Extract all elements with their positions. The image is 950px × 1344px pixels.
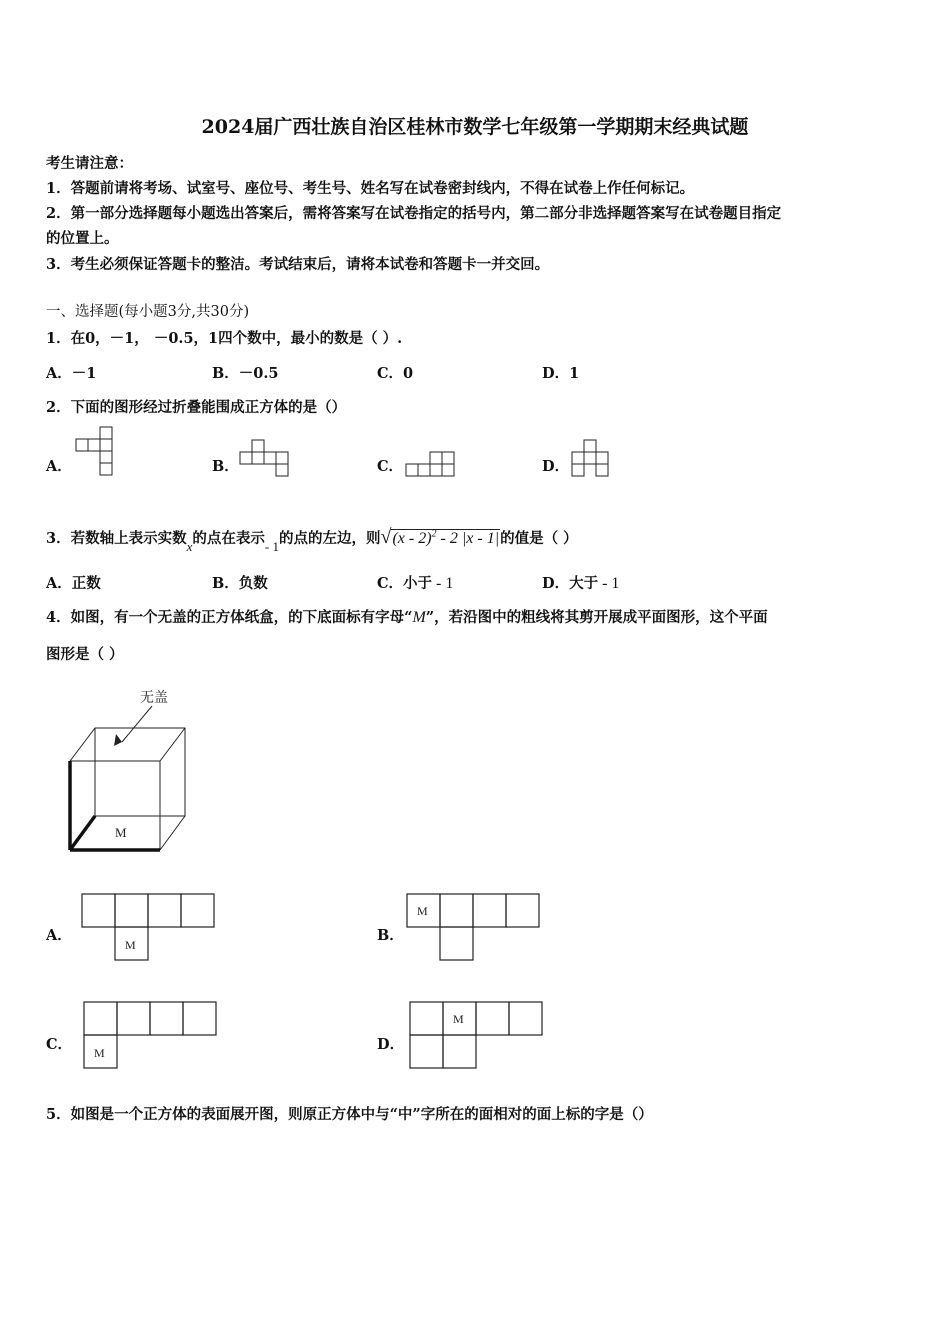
q4-option-b-label: B．	[377, 927, 404, 944]
q2-option-a-label: A．	[46, 458, 72, 475]
q1-option-b: B．－0.5	[212, 365, 279, 382]
q2-option-b-label: B．	[212, 458, 239, 475]
q4-option-c-label: C．	[46, 1036, 73, 1053]
q2-stem: 2．下面的图形经过折叠能围成正方体的是（）	[46, 399, 347, 416]
q1-option-d: D．1	[542, 365, 580, 382]
no-lid-label: 无盖	[140, 691, 168, 706]
q5-stem: 5．如图是一个正方体的表面展开图，则原正方体中与“中”字所在的面相对的面上标的字是（）	[46, 1106, 653, 1123]
q3-expression: (x - 2)$^2$ - 2 |x - 1|	[392, 528, 500, 547]
q1-option-a: A．－1	[46, 365, 97, 382]
q2-net-a	[72, 426, 116, 478]
q4-net-d	[408, 1000, 546, 1070]
q4-option-a-label: A．	[46, 927, 72, 944]
notice-item-2: 2．第一部分选择题每小题选出答案后，需将答案写在试卷指定的括号内，第二部分非选择题答案写在试卷题目指定	[46, 205, 782, 222]
net-c-letter: M	[94, 1046, 105, 1060]
q1-stem: 1．在0，－1， －0.5，1四个数中，最小的数是（ ）.	[46, 330, 403, 347]
q2-net-b	[238, 438, 294, 478]
q4-net-b	[405, 892, 543, 962]
net-d-letter: M	[453, 1012, 464, 1026]
net-a-letter: M	[125, 938, 136, 952]
notice-heading: 考生请注意：	[46, 155, 133, 172]
q4-stem: 4．如图，有一个无盖的正方体纸盒，的下底面标有字母“M”，若沿图中的粗线将其剪开展成平面图形，这个平面	[46, 609, 768, 626]
notice-item-1: 1．答题前请将考场、试室号、座位号、考生号、姓名写在试卷密封线内，不得在试卷上作任何标记。	[46, 180, 695, 197]
page-title: 2024届广西壮族自治区桂林市数学七年级第一学期期末经典试题	[201, 116, 749, 138]
q3-stem: 3．若数轴上表示实数x的点在表示- 1的点的左边，则√(x - 2)$^2$ - 2 |x - 1|的值是（ ）	[46, 526, 578, 554]
q1-option-c: C．0	[377, 365, 414, 382]
q4-stem-cont: 图形是（ ）	[46, 646, 124, 663]
notice-item-2-cont: 的位置上。	[46, 230, 119, 247]
notice-item-3: 3．考生必须保证答题卡的整洁。考试结束后，请将本试卷和答题卡一并交回。	[46, 256, 550, 273]
q3-option-a: A．正数	[46, 575, 101, 592]
q2-option-c-label: C．	[377, 458, 404, 475]
q2-option-d-label: D．	[542, 458, 570, 475]
box-bottom-letter: M	[115, 825, 127, 840]
section-heading: 一、选择题(每小题3分,共30分)	[46, 304, 250, 320]
q4-option-d-label: D．	[377, 1036, 405, 1053]
q4-open-box-figure	[60, 680, 200, 856]
q3-option-b: B．负数	[212, 575, 268, 592]
q2-net-d	[570, 438, 612, 478]
q4-net-c	[82, 1000, 220, 1070]
q3-option-c: C．小于 - 1	[377, 575, 454, 592]
q4-net-a	[80, 892, 218, 962]
q3-option-d: D．大于 - 1	[542, 575, 620, 592]
net-b-letter: M	[417, 904, 428, 918]
q2-net-c	[404, 450, 460, 478]
